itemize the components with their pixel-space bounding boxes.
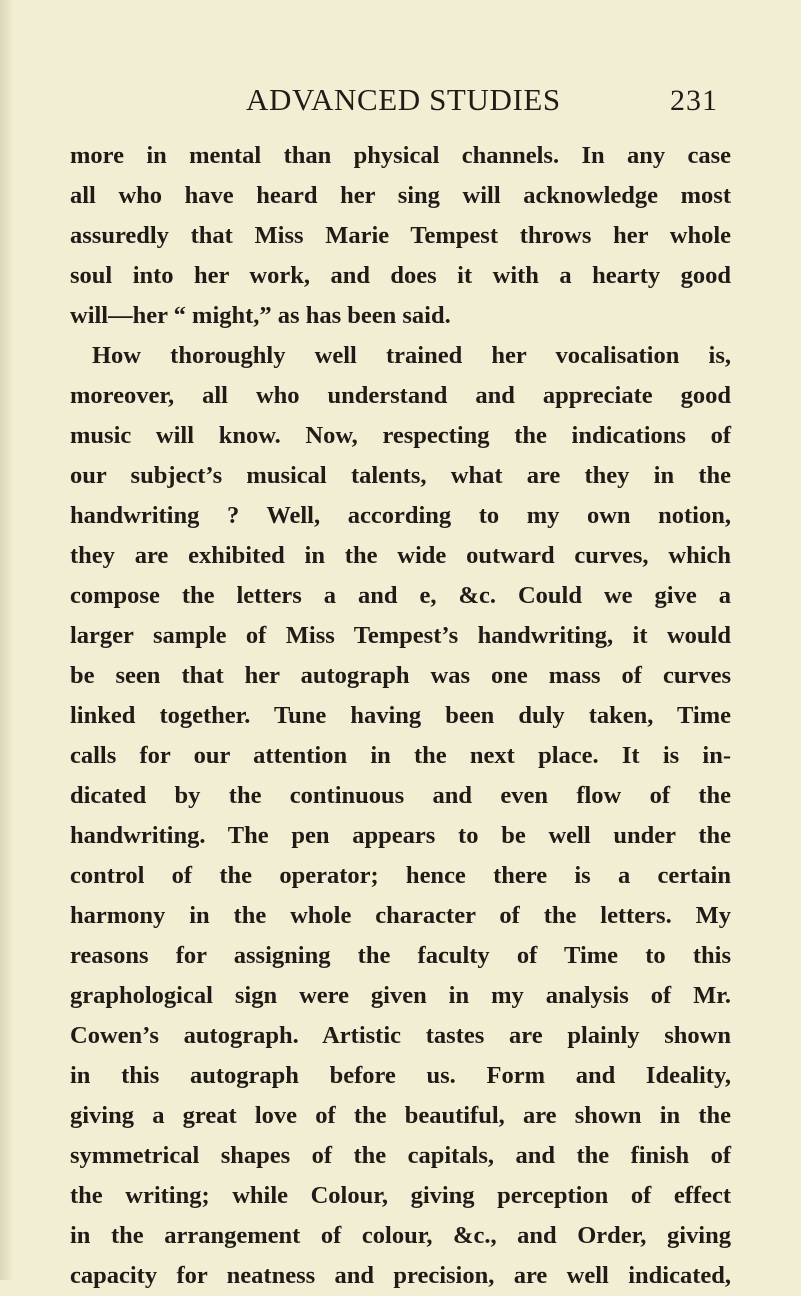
text-line: calls for our attention in the next place. It is in- [70,742,731,769]
text-line: assuredly that Miss Marie Tempest throws her whole [70,222,731,249]
text-line: soul into her work, and does it with a hearty good [70,262,731,289]
text-line: giving a great love of the beautiful, are shown in the [70,1102,731,1129]
text-line: reasons for assigning the faculty of Time to this [70,942,731,969]
text-line: our subject’s musical talents, what are they in the [70,462,731,489]
text-line: the writing; while Colour, giving perception of effect [70,1182,731,1209]
text-line: handwriting ? Well, according to my own notion, [70,502,731,529]
running-head [0,82,801,122]
text-line: handwriting. The pen appears to be well under the [70,822,731,849]
text-line: music will know. Now, respecting the indications of [70,422,731,449]
text-line: in this autograph before us. Form and Ideality, [70,1062,731,1089]
text-line: will—her “ might,” as has been said. [70,302,451,329]
text-line: be seen that her autograph was one mass of curves [70,662,731,689]
text-line: all who have heard her sing will acknowledge most [70,182,731,209]
text-line: they are exhibited in the wide outward curves, which [70,542,731,569]
text-line: moreover, all who understand and appreciate good [70,382,731,409]
text-line: How thoroughly well trained her vocalisation is, [92,342,731,369]
text-line: more in mental than physical channels. In any case [70,142,731,169]
running-head-title: ADVANCED STUDIES [246,82,561,117]
text-line: symmetrical shapes of the capitals, and the finish of [70,1142,731,1169]
text-line: compose the letters a and e, &c. Could we give a [70,582,731,609]
text-line: control of the operator; hence there is a certain [70,862,731,889]
text-line: larger sample of Miss Tempest’s handwriting, it would [70,622,731,649]
page-number: 231 [670,84,718,117]
body-text [70,136,731,1296]
text-line: dicated by the continuous and even flow of the [70,782,731,809]
page-gutter-shadow [0,0,14,1280]
text-line: in the arrangement of colour, &c., and Order, giving [70,1222,731,1249]
text-line: graphological sign were given in my analysis of Mr. [70,982,731,1009]
text-line: harmony in the whole character of the letters. My [70,902,731,929]
text-line: linked together. Tune having been duly taken, Time [70,702,731,729]
text-line: Cowen’s autograph. Artistic tastes are plainly shown [70,1022,731,1049]
text-line: capacity for neatness and precision, are well indicated, [70,1262,731,1289]
